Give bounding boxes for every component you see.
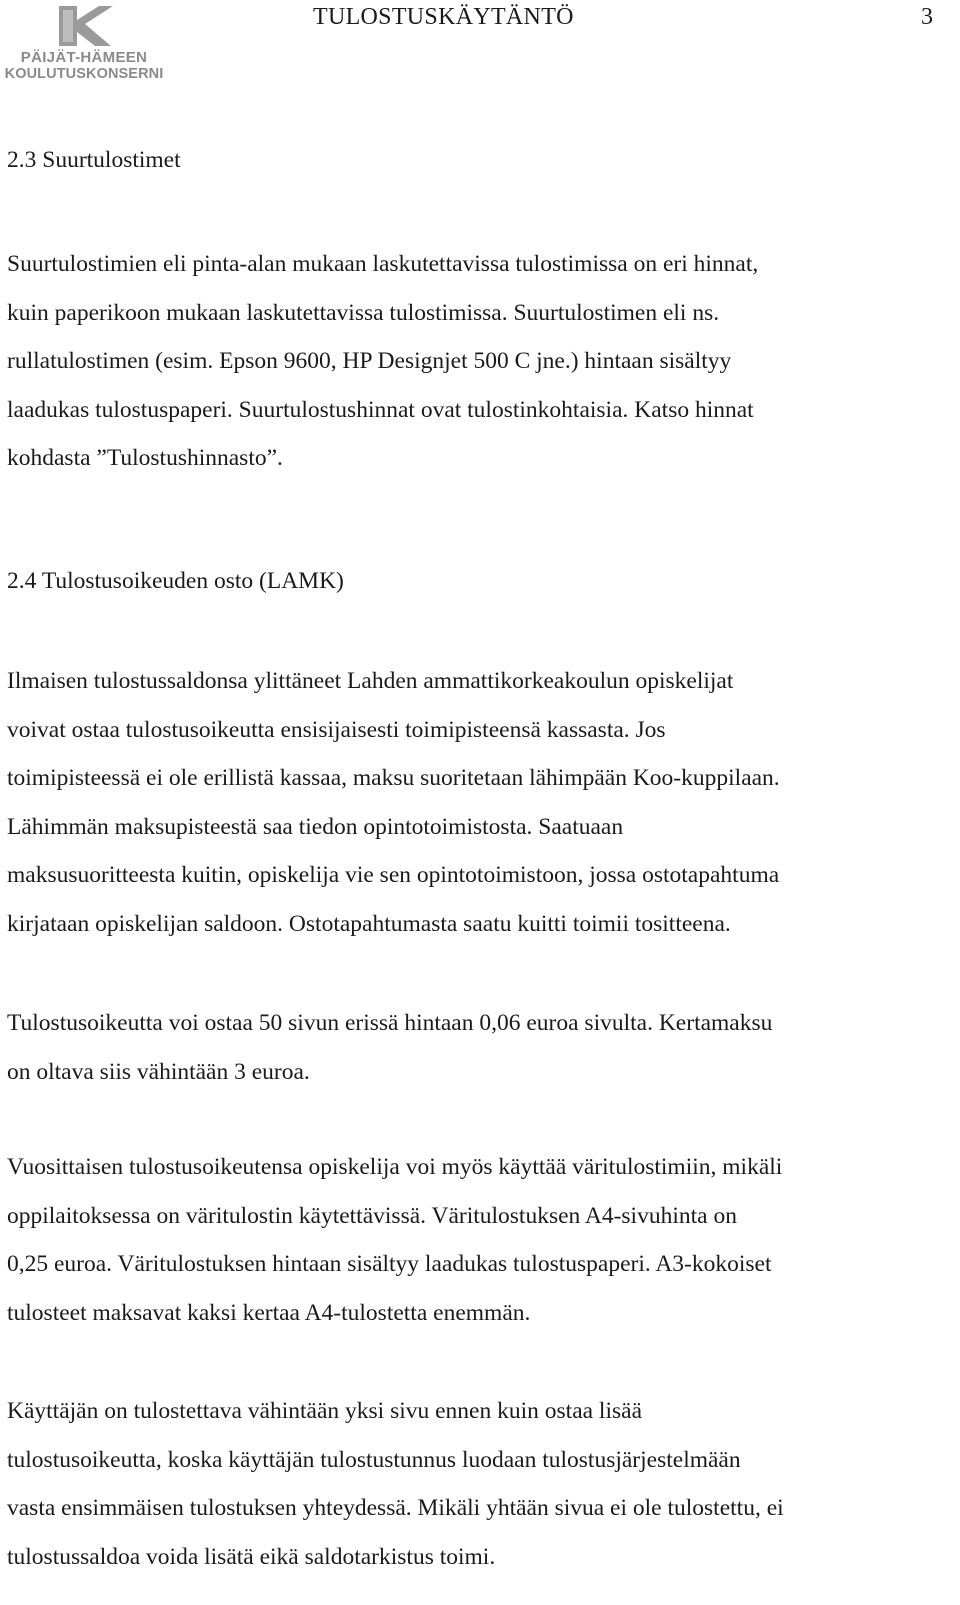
text-line: vasta ensimmäisen tulostuksen yhteydessä. Mikäli yhtään sivua ei ole tulostettu, ei: [7, 1495, 784, 1521]
text-line: laadukas tulostuspaperi. Suurtulostushinnat ovat tulostinkohtaisia. Katso hinnat: [7, 396, 754, 423]
text-line: Suurtulostimien eli pinta-alan mukaan laskutettavissa tulostimissa on eri hinnat,: [7, 251, 759, 277]
text-line: rullatulostimen (esim. Epson 9600, HP Designjet 500 C jne.) hintaan sisältyy: [7, 348, 732, 374]
paragraph-kayttajatunnus: [7, 1387, 952, 1581]
logo-text-line1: PÄIJÄT-HÄMEEN: [20, 49, 148, 66]
text-line: Lähimmän maksupisteestä saa tiedon opintotoimistosta. Saatuaan: [7, 813, 624, 840]
section-heading-2-4: 2.4 Tulostusoikeuden osto (LAMK): [7, 568, 344, 594]
text-line: tulosteet maksavat kaksi kertaa A4-tulostetta enemmän.: [7, 1299, 531, 1326]
text-line: toimipisteessä ei ole erillistä kassaa, maksu suoritetaan lähimpään Koo-kuppilaan.: [7, 765, 780, 791]
page-number: 3: [921, 4, 933, 30]
text-line: Vuosittaisen tulostusoikeutensa opiskelija voi myös käyttää väritulostimiin, mikäli: [7, 1154, 783, 1180]
text-line: kohdasta ”Tulostushinnasto”.: [7, 445, 283, 471]
text-line: 0,25 euroa. Väritulostuksen hintaan sisältyy laadukas tulostuspaperi. A3-kokoiset: [7, 1251, 772, 1277]
text-line: kirjataan opiskelijan saldoon. Ostotapahtumasta saatu kuitti toimii tositteena.: [7, 910, 731, 937]
text-line: Käyttäjän on tulostettava vähintään yksi sivu ennen kuin ostaa lisää: [7, 1398, 642, 1424]
text-line: maksusuoritteesta kuitin, opiskelija vie sen opintotoimistoon, jossa ostotapahtuma: [7, 862, 780, 888]
organization-logo: [0, 2, 175, 84]
document-title: TULOSTUSKÄYTÄNTÖ: [313, 4, 574, 30]
paragraph-varitulostus: [7, 1143, 952, 1337]
k-logo-icon: [55, 2, 115, 48]
text-line: Ilmaisen tulostussaldonsa ylittäneet Lahden ammattikorkeakoulun opiskelijat: [7, 668, 734, 694]
paragraph-hinta: [7, 999, 952, 1096]
section-heading-2-3: 2.3 Suurtulostimet: [7, 147, 181, 173]
text-line: Tulostusoikeutta voi ostaa 50 sivun erissä hintaan 0,06 euroa sivulta. Kertamaksu: [7, 1010, 773, 1036]
paragraph-suurtulostimet: [7, 240, 952, 483]
text-line: kuin paperikoon mukaan laskutettavissa tulostimissa. Suurtulostimen eli ns.: [7, 299, 720, 326]
paragraph-ostopaikka: [7, 657, 952, 948]
text-line: tulostussaldoa voida lisätä eikä saldotarkistus toimi.: [7, 1543, 496, 1570]
text-line: voivat ostaa tulostusoikeutta ensisijaisesti toimipisteensä kassasta. Jos: [7, 716, 666, 743]
logo-text-line2: KOULUTUSKONSERNI: [4, 66, 164, 82]
text-line: tulostusoikeutta, koska käyttäjän tulostustunnus luodaan tulostusjärjestelmään: [7, 1446, 741, 1473]
text-line: oppilaitoksessa on väritulostin käytettävissä. Väritulostuksen A4-sivuhinta on: [7, 1202, 737, 1229]
text-line: on oltava siis vähintään 3 euroa.: [7, 1058, 310, 1085]
